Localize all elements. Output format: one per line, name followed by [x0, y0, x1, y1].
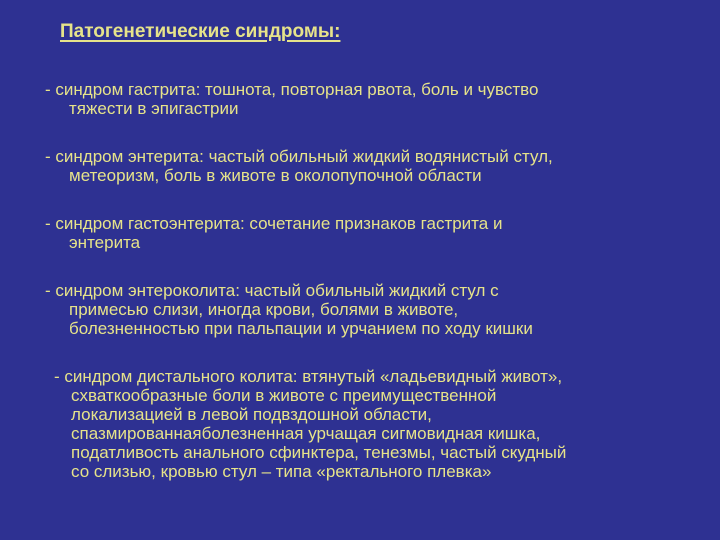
- syndrome-item-gastroenteritis: [45, 214, 685, 252]
- item-line: со слизью, кровью стул – типа «ректального плевка»: [71, 462, 492, 481]
- syndrome-item-enterocolitis: [45, 281, 685, 338]
- item-line: - синдром гастоэнтерита: сочетание признаков гастрита и: [45, 214, 503, 233]
- item-line: - синдром энтероколита: частый обильный жидкий стул с: [45, 281, 499, 300]
- syndrome-item-enteritis: [45, 147, 685, 185]
- syndrome-item-gastritis: [45, 80, 685, 118]
- item-line: - синдром дистального колита: втянутый «ладьевидный живот»,: [54, 367, 563, 386]
- item-line: податливость анального сфинктера, тенезмы, частый скудный: [71, 443, 567, 462]
- item-line: локализацией в левой подвздошной области,: [71, 405, 432, 424]
- syndrome-item-distal-colitis: [54, 367, 694, 481]
- item-line: тяжести в эпигастрии: [69, 99, 239, 118]
- item-line: энтерита: [69, 233, 141, 252]
- slide-title: Патогенетические синдромы:: [60, 21, 341, 42]
- item-line: болезненностью при пальпации и урчанием по ходу кишки: [69, 319, 533, 338]
- item-line: примесью слизи, иногда крови, болями в животе,: [69, 300, 459, 319]
- item-line: - синдром энтерита: частый обильный жидкий водянистый стул,: [45, 147, 553, 166]
- item-line: спазмированнаяболезненная урчащая сигмовидная кишка,: [71, 424, 541, 443]
- item-line: - синдром гастрита: тошнота, повторная рвота, боль и чувство: [45, 80, 539, 99]
- item-line: метеоризм, боль в животе в околопупочной области: [69, 166, 482, 185]
- item-line: схваткообразные боли в животе с преимущественной: [71, 386, 497, 405]
